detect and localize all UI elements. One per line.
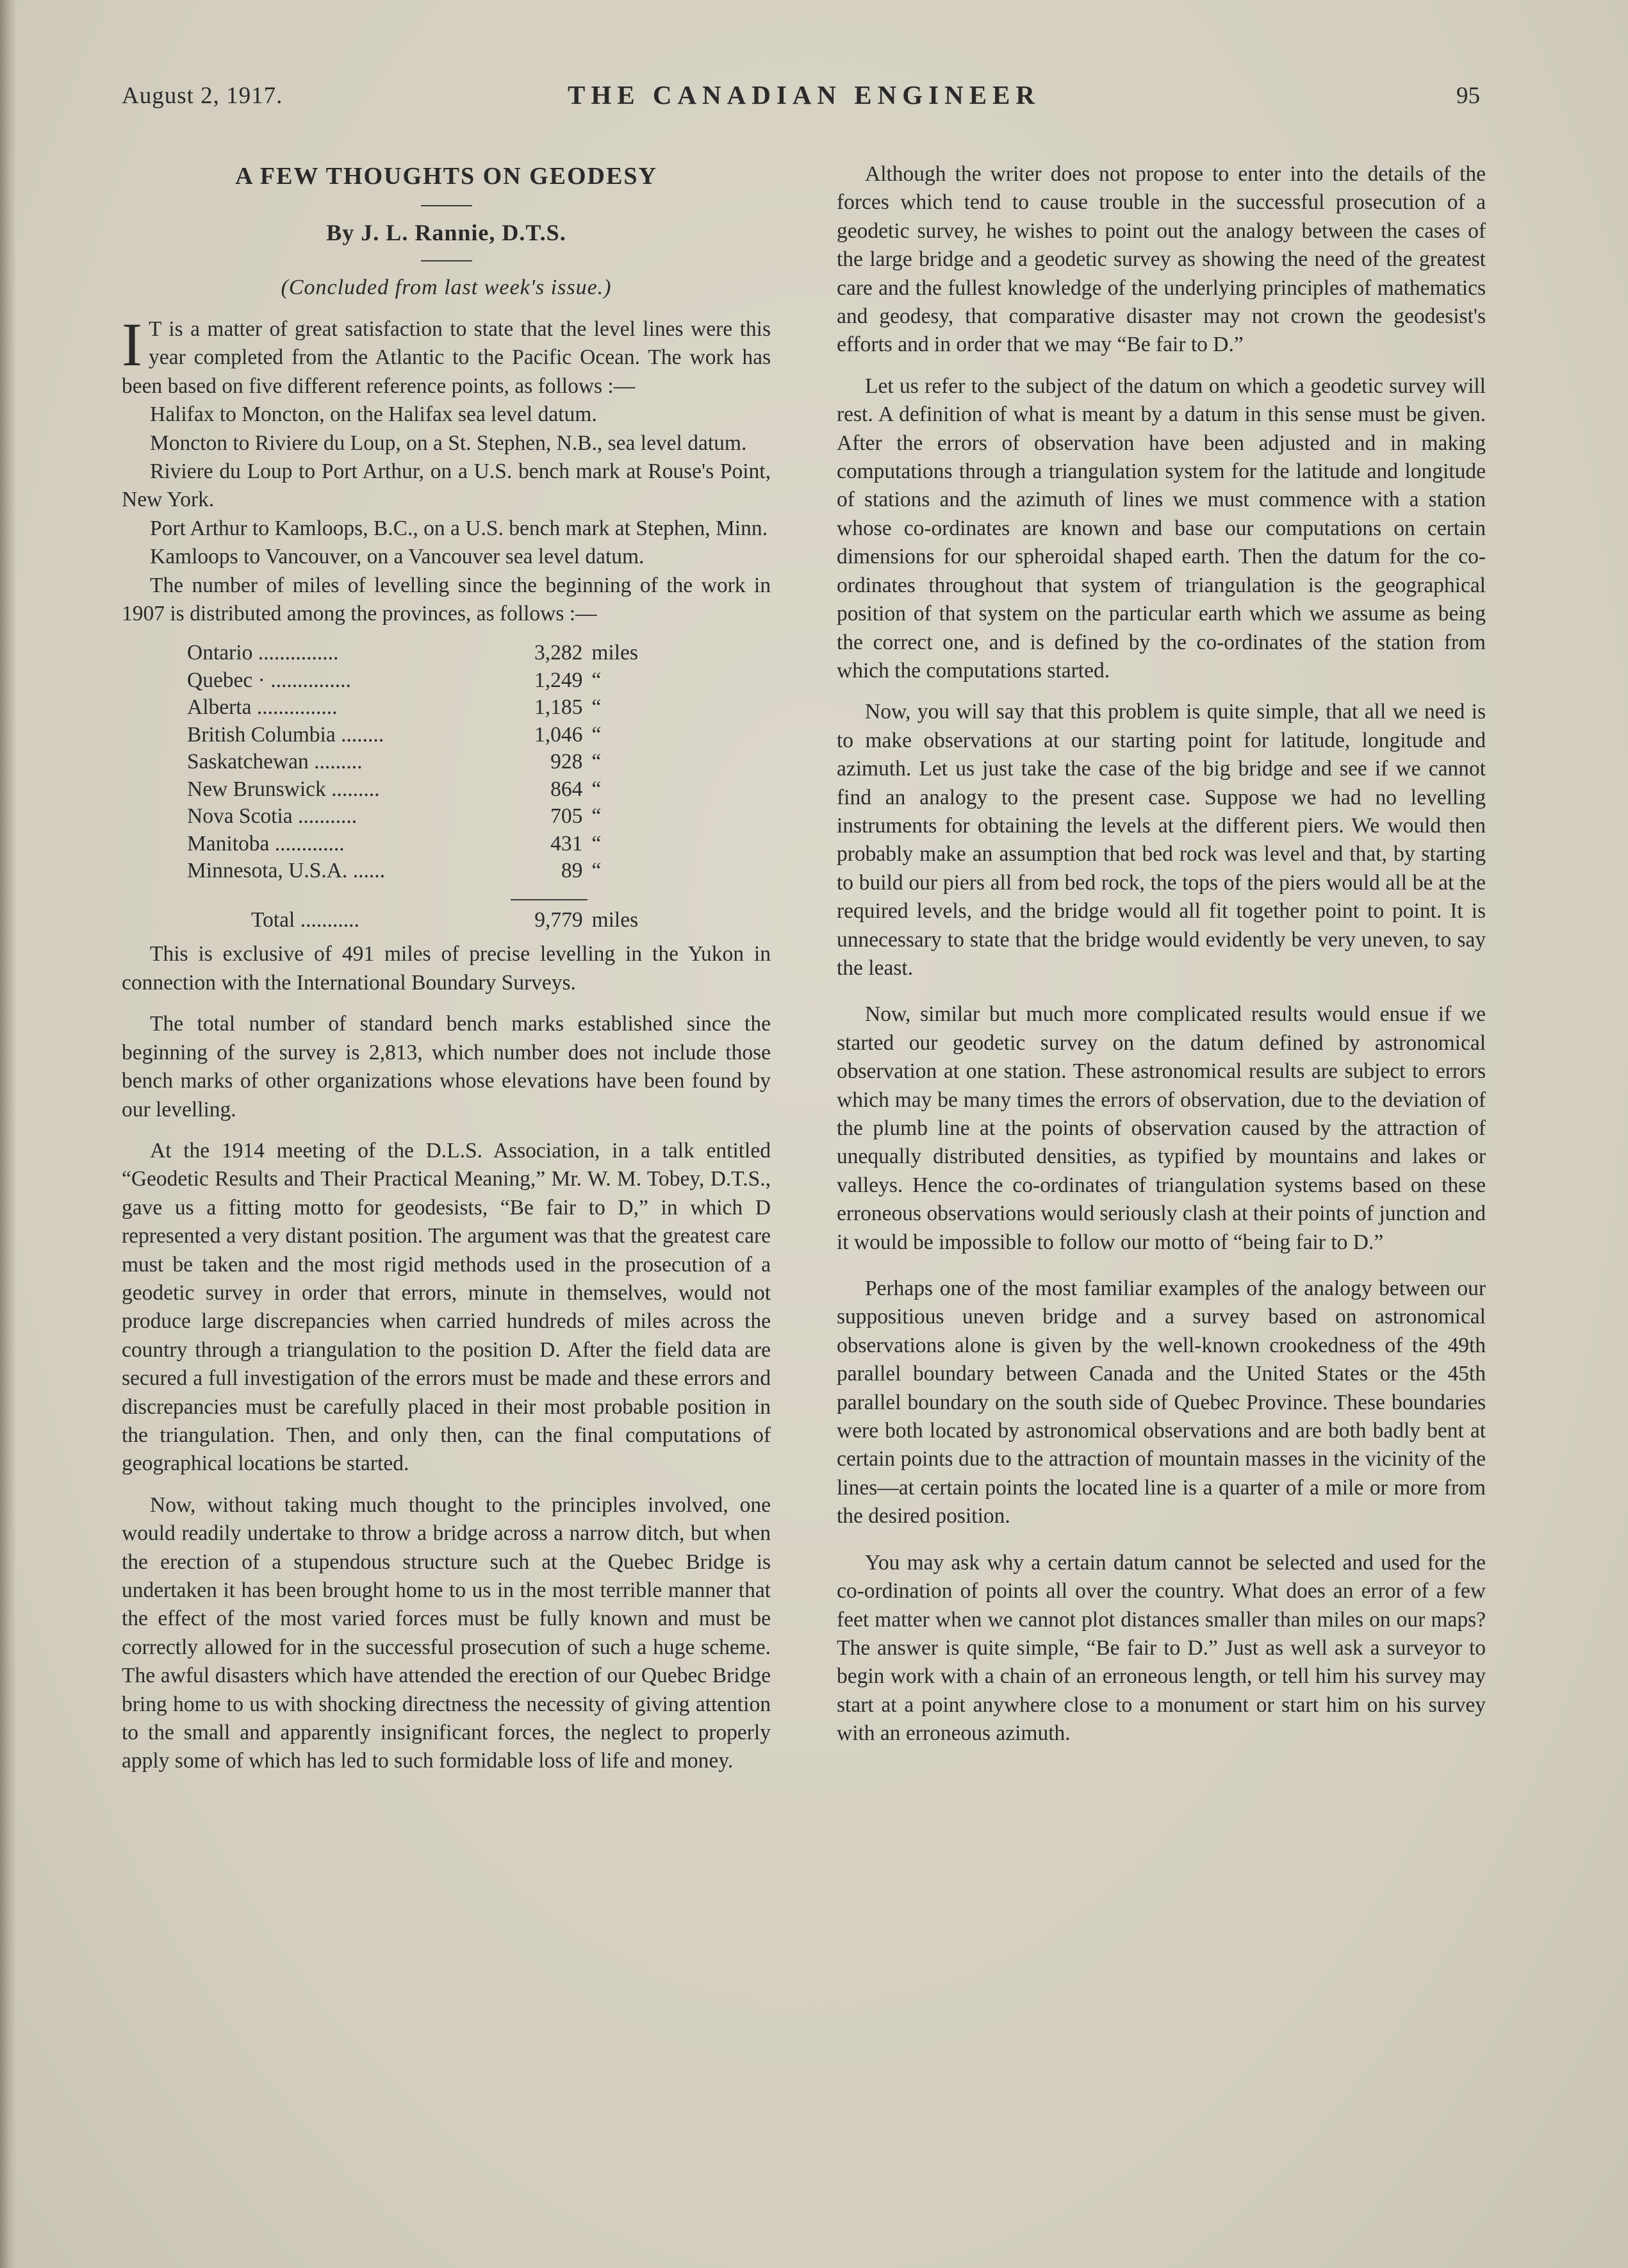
right-column <box>837 160 1486 1748</box>
paragraph: Let us refer to the subject of the datum on which a geodetic survey will rest. A definition of what is meant by a datum in this sense must be given. After the errors of observation have been adjusted and in making computations through a triangulation system for the latitude and longitude of stations and the azimuth of lines we must commence with a station whose co-ordinates are known and base our computations on certain dimensions for our spheroidal shaped earth. Then the datum for the co-ordinates throughout that system of triangulation is the geographical position of that system on the particular earth which we assume as being the correct one, and is defined by the co-ordinates of the station from which the computations started. <box>837 374 1486 683</box>
unit: “ <box>591 804 602 829</box>
article-title: A FEW THOUGHTS ON GEODESY <box>235 163 657 190</box>
table-row <box>187 857 661 885</box>
page-spine-shadow <box>0 0 17 2268</box>
unit: “ <box>591 668 602 692</box>
table-row <box>187 776 661 804</box>
miles-value: 431 <box>550 831 583 856</box>
province-name: Ontario ............... <box>187 641 339 665</box>
miles-value: 928 <box>550 750 583 774</box>
paragraph: Now, similar but much more complicated results would ensue if we started our geodetic survey on the datum defined by astronomical observation at one station. These astronomical results are subject to errors which may be many times the errors of observation, due to the deviation of the plumb line at the points of observation caused by the attraction of unequally distributed densities, as typified by mountains and lakes or valleys. Hence the co-ordinates of triangulation systems based on these erroneous observations would seriously clash at their points of junction and it would be impossible to follow our motto of “being fair to D.” <box>837 1002 1486 1254</box>
table-row <box>187 667 661 695</box>
unit: “ <box>591 831 602 856</box>
unit: “ <box>591 777 602 801</box>
miles-value: 705 <box>550 804 583 829</box>
unit: “ <box>591 722 602 747</box>
unit: “ <box>591 859 602 883</box>
paragraph: This is exclusive of 491 miles of precise levelling in the Yukon in connection with the International Boundary Surveys. <box>122 942 771 995</box>
journal-title: THE CANADIAN ENGINEER <box>567 80 1040 110</box>
first-paragraph <box>122 310 771 401</box>
paragraph-text: T is a matter of great satisfaction to state that the level lines were this year completed from the Atlantic to the Pacific Ocean. The work has been based on five different reference points, as follows :— <box>122 317 771 398</box>
article-continuation-note: (Concluded from last week's issue.) <box>281 276 612 299</box>
unit: “ <box>591 750 602 774</box>
miles-value: 1,249 <box>534 668 583 692</box>
miles-value: 864 <box>550 777 583 801</box>
datum-list-item: Riviere du Loup to Port Arthur, on a U.S. bench mark at Rouse's Point, New York. <box>122 459 771 512</box>
province-name: Nova Scotia ........... <box>187 804 358 829</box>
table-total-row <box>187 907 661 934</box>
byline-rule <box>421 260 472 261</box>
datum-list-item: Halifax to Moncton, on the Halifax sea level datum. <box>150 402 597 427</box>
datum-list-item: Port Arthur to Kamloops, B.C., on a U.S. bench mark at Stephen, Minn. <box>150 516 768 540</box>
issue-date: August 2, 1917. <box>122 83 283 109</box>
province-name: Alberta ............... <box>187 695 338 720</box>
table-row <box>187 831 661 858</box>
table-row <box>187 803 661 831</box>
miles-value: 1,185 <box>534 695 583 720</box>
paragraph: Although the writer does not propose to enter into the details of the forces which tend to cause trouble in the successful prosecution of a geodetic survey, he wishes to point out the analogy between the cases of the large bridge and a geodetic survey as showing the need of the greatest care and the fullest knowledge of the underlying principles of mathematics and geodesy, that comparative disaster may not crown the geodesist's efforts and in order that we may “Be fair to D.” <box>837 162 1486 357</box>
datum-list-item: Moncton to Riviere du Loup, on a St. Stephen, N.B., sea level datum. <box>150 431 747 455</box>
total-value: 9,779 <box>534 907 583 932</box>
province-name: Manitoba ............. <box>187 831 345 856</box>
total-rule <box>511 899 588 900</box>
province-name: Quebec · ............... <box>187 668 351 692</box>
running-header <box>122 82 1480 120</box>
datum-list-item: Kamloops to Vancouver, on a Vancouver sea level datum. <box>150 545 645 569</box>
total-unit: miles <box>591 907 639 932</box>
unit: miles <box>591 641 638 665</box>
paragraph: Now, you will say that this problem is quite simple, that all we need is to make observations at our starting point for latitude, longitude and azimuth. Let us just take the case of the big bridge and see if we cannot find an analogy to the present case. Suppose we had no levelling instruments for obtaining the levels at the different piers. We would then probably make an assumption that bed rock was level and that, by starting to build our piers all from bed rock, the tops of the piers would all be at the required levels, and the bridge would all fit together point to point. It is unnecessary to state that the bridge would evidently be very uneven, to say the least. <box>837 700 1486 980</box>
paragraph: The total number of standard bench marks established since the beginning of the survey is 2,813, which number does not include those bench marks of other organizations whose elevations have been found by our levelling. <box>122 1012 771 1122</box>
table-row <box>187 640 661 667</box>
province-name: Saskatchewan ......... <box>187 750 363 774</box>
province-name: New Brunswick ......... <box>187 777 380 801</box>
title-rule <box>421 205 472 206</box>
paragraph: The number of miles of levelling since the beginning of the work in 1907 is distributed among the provinces, as follows :— <box>122 573 771 626</box>
miles-value: 3,282 <box>534 641 583 665</box>
table-row <box>187 694 661 722</box>
article-byline: By J. L. Rannie, D.T.S. <box>326 220 566 245</box>
table-row <box>187 722 661 749</box>
paragraph: At the 1914 meeting of the D.L.S. Association, in a talk entitled “Geodetic Results and Their Practical Meaning,” Mr. W. M. Tobey, D.T.S., gave us a fitting motto for geodesists, “Be fair to D,” in which D represented a very distant position. The argument was that the greatest care must be taken and the most rigid methods used in the prosecution of a geodetic survey in order that errors, minute in themselves, would not produce large discrepancies when carried hundreds of miles across the country through a triangulation to the position D. After the field data are secured a full investigation of the errors must be made and these errors and discrepancies must be carefully placed in their most probable position in the triangulation. Then, and only then, can the final computations of geographical locations be started. <box>122 1138 771 1476</box>
paragraph: Perhaps one of the most familiar examples of the analogy between our suppositious uneven bridge and a survey based on astronomical observations alone is given by the well-known crookedness of the 49th parallel boundary between Canada and the United States or the 45th parallel boundary on the south side of Quebec Province. These boundaries were both located by astronomical observations and are both badly bent at certain points due to the attraction of mountain masses in the vicinity of the lines—at certain points the located line is a quarter of a mile or more from the desired position. <box>837 1277 1486 1528</box>
unit: “ <box>591 695 602 720</box>
total-label: Total ........... <box>251 907 359 932</box>
paragraph: You may ask why a certain datum cannot be selected and used for the co-ordination of points all over the country. What does an error of a few feet matter when we cannot plot distances smaller than miles on our maps? The answer is quite simple, “Be fair to D.” Just as well ask a surveyor to begin work with a chain of an erroneous length, or tell him his survey may start at a point anywhere close to a monument or start him on his survey with an erroneous azimuth. <box>837 1550 1486 1746</box>
levelling-table <box>187 640 661 934</box>
province-name: Minnesota, U.S.A. ...... <box>187 859 385 883</box>
drop-cap: I <box>122 310 142 379</box>
miles-value: 1,046 <box>534 722 583 747</box>
miles-value: 89 <box>561 859 583 883</box>
page-number: 95 <box>1456 83 1480 109</box>
table-row <box>187 749 661 776</box>
province-name: British Columbia ........ <box>187 722 384 747</box>
left-column <box>122 160 771 1776</box>
paragraph: Now, without taking much thought to the principles involved, one would readily undertake to throw a bridge across a narrow ditch, but when the erection of a stupendous structure such at the Quebec Bridge is undertaken it has been brought home to us in the most terrible manner that the effect of the most varied forces must be fully known and must be correctly allowed for in the successful prosecution of such a huge scheme. The awful disasters which have attended the erection of our Quebec Bridge bring home to us with shocking directness the necessity of giving attention to the small and apparently insignificant forces, the neglect to properly apply some of which has led to such formidable loss of life and money. <box>122 1493 771 1773</box>
